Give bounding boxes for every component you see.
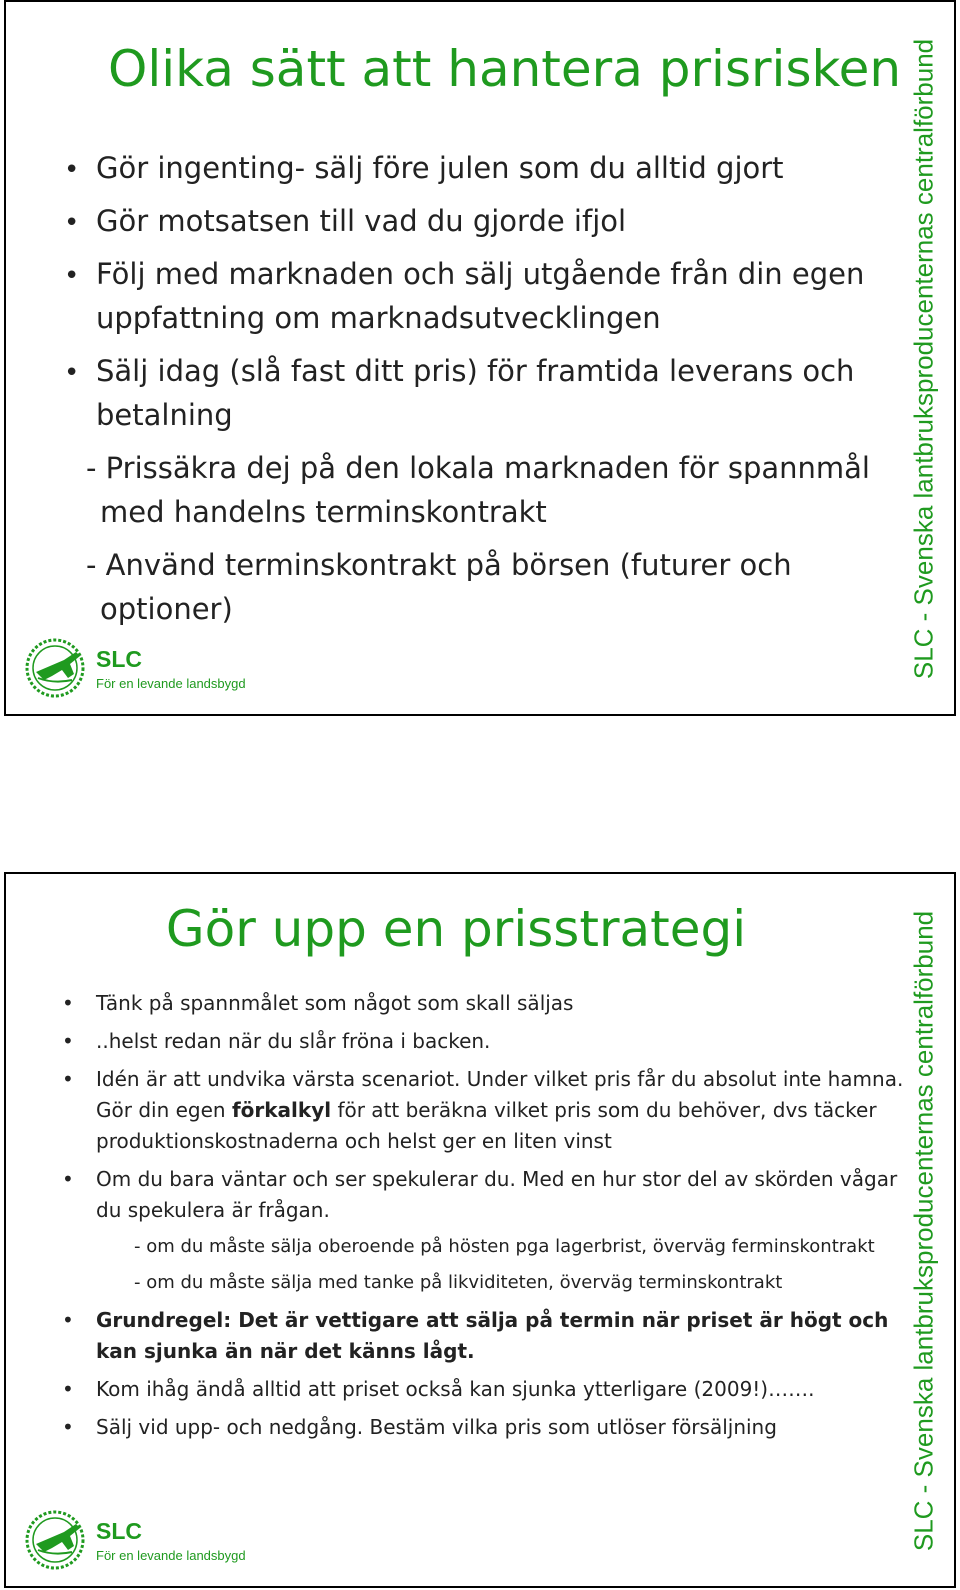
list-item [54,1374,904,1405]
slide-title: Gör upp en prisstrategi [165,900,747,958]
bullet-icon: • [62,1029,74,1053]
list-item [54,1164,904,1226]
list-item [54,1026,904,1057]
sub-list-item-text: - om du måste sälja med tanke på likviditeten, överväg terminskontrakt [134,1272,783,1293]
vertical-org-label [904,24,944,694]
vertical-org-label [904,896,944,1566]
slide-1 [4,0,956,716]
list-item [54,1064,904,1157]
list-item-text: Gör motsatsen till vad du gjorde ifjol [96,204,627,238]
slide-title: Olika sätt att hantera prisrisken [108,40,902,98]
list-item-text: Kom ihåg ändå alltid att priset också kan sjunka ytterligare (2009!)……. [96,1377,815,1401]
sub-list-item [54,1233,904,1261]
plough-emblem-icon [24,638,90,698]
sub-list-item [54,543,904,631]
list-item-text: Idén är att undvika värsta scenariot. Under vilket pris får du absolut inte hamna. Gör din egen [96,1067,904,1122]
bullet-icon: • [64,208,80,238]
slc-logo [24,638,264,698]
sub-list-item [54,1269,904,1297]
list-item-text: Om du bara väntar och ser spekulerar du. Med en hur stor del av skörden vågar du spekulera är frågan. [96,1167,898,1222]
list-item [54,988,904,1019]
emphasis-text: förkalkyl [231,1098,332,1122]
slide-2 [4,872,956,1588]
bullet-icon: • [62,1067,74,1091]
bullet-icon: • [62,991,74,1015]
list-item-text: Följ med marknaden och sälj utgående från din egen uppfattning om marknadsutvecklingen [96,257,865,335]
list-item-text: ..helst redan när du slår fröna i backen. [96,1029,491,1053]
bullet-icon: • [62,1308,74,1332]
list-item-text-bold: Grundregel: Det är vettigare att sälja på termin när priset är högt och kan sjunka än när det känns lågt. [96,1308,889,1363]
list-item [54,1305,904,1367]
sub-list-item-text: - Använd terminskontrakt på börsen (futurer och optioner) [86,548,792,626]
logo-name: SLC [96,1518,142,1544]
list-item [54,349,904,437]
list-item-text: för att beräkna vilket pris som du behöver, dvs täcker produktionskostnaderna och helst ger en liten vinst [96,1098,877,1153]
sub-list-item [54,446,904,534]
bullet-icon: • [64,358,80,388]
sub-list-item-text: - Prissäkra dej på den lokala marknaden för spannmål med handelns terminskontrakt [86,451,870,529]
vertical-org-text: SLC - Svenska lantbruksproducenternas centralförbund [908,38,939,680]
list-item-text: Gör ingenting- sälj före julen som du alltid gjort [96,151,784,185]
logo-tagline: För en levande landsbygd [96,1548,246,1563]
bullet-list [54,988,904,1450]
list-item [54,1412,904,1443]
vertical-org-text: SLC - Svenska lantbruksproducenternas centralförbund [908,910,939,1552]
list-item [54,146,904,190]
plough-emblem-icon [24,1510,90,1570]
bullet-icon: • [64,155,80,185]
bullet-icon: • [64,261,80,291]
bullet-list [54,146,904,640]
sub-list-item-text: - om du måste sälja oberoende på hösten pga lagerbrist, överväg ferminskontrakt [134,1236,875,1257]
list-item [54,199,904,243]
bullet-icon: • [62,1415,74,1439]
logo-tagline: För en levande landsbygd [96,676,246,691]
logo-name: SLC [96,646,142,672]
bullet-icon: • [62,1377,74,1401]
list-item-text: Sälj idag (slå fast ditt pris) för framtida leverans och betalning [96,354,855,432]
slc-logo [24,1510,264,1570]
list-item-text: Sälj vid upp- och nedgång. Bestäm vilka pris som utlöser försäljning [96,1415,777,1439]
bullet-icon: • [62,1167,74,1191]
list-item-text: Tänk på spannmålet som något som skall säljas [96,991,574,1015]
list-item [54,252,904,340]
